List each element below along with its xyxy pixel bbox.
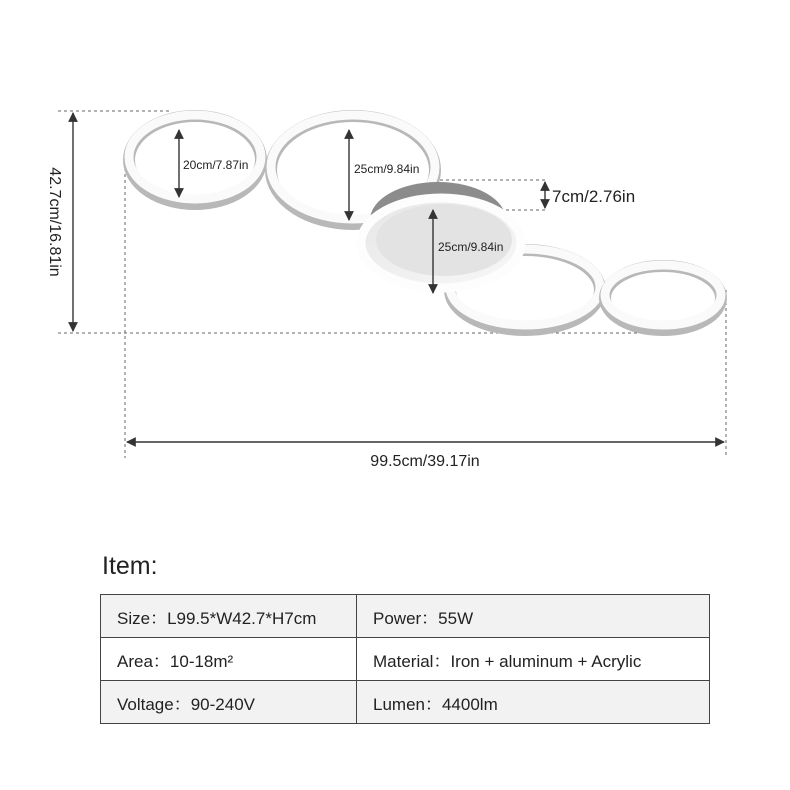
- spec-table: [100, 594, 710, 724]
- width-dimension-label: 99.5cm/39.17in: [370, 453, 480, 470]
- ring-right-small: [605, 265, 721, 330]
- depth-dimension-label: 7cm/2.76in: [552, 187, 636, 206]
- spec-power: Power：55W: [357, 595, 710, 638]
- small-ring-diameter-label: 20cm/7.87in: [183, 158, 249, 172]
- spec-row: [101, 638, 710, 681]
- spec-lumen: Lumen：4400lm: [357, 681, 710, 724]
- item-heading: Item:: [102, 552, 158, 580]
- spec-row: [101, 595, 710, 638]
- mid-ring-diameter-label: 25cm/9.84in: [354, 162, 420, 176]
- spec-area: Area：10-18m²: [101, 638, 357, 681]
- center-ring-diameter-label: 25cm/9.84in: [438, 240, 504, 254]
- height-dimension-label: 42.7cm/16.81in: [46, 167, 63, 277]
- spec-material: Material：Iron + aluminum + Acrylic: [357, 638, 710, 681]
- spec-size: Size：L99.5*W42.7*H7cm: [101, 595, 357, 638]
- spec-voltage: Voltage：90-240V: [101, 681, 357, 724]
- spec-row: [101, 681, 710, 724]
- center-disc: [361, 182, 521, 292]
